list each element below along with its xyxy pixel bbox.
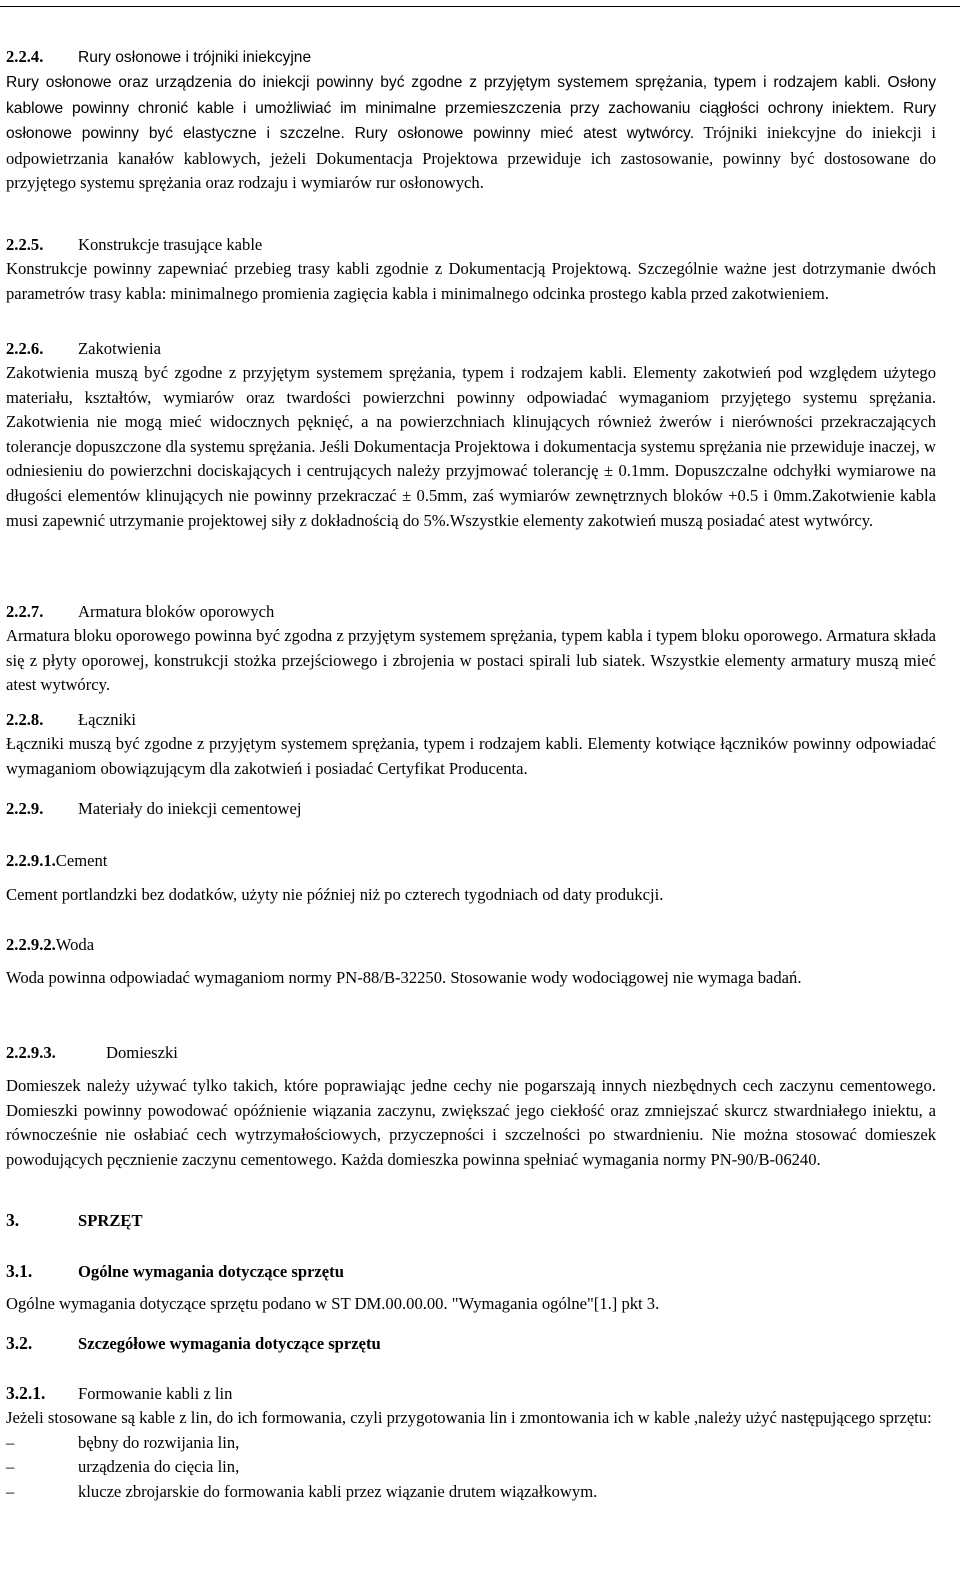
section-2-2-7 bbox=[6, 600, 936, 698]
section-body: Cement portlandzki bez dodatków, użyty nie później niż po czterech tygodniach od daty produkcji. bbox=[6, 885, 664, 904]
section-body: Łączniki muszą być zgodne z przyjętym systemem sprężania, typem i rodzajem kabli. Elementy kotwiące łączników powinny odpowiadać wymaganiom obowiązującym dla zakotwień i posiadać Certyfikat Producenta. bbox=[6, 734, 936, 778]
dash-bullet-icon: – bbox=[6, 1481, 15, 1501]
section-heading: 2.2.8. Łączniki bbox=[6, 710, 137, 729]
section-heading: 2.2.5. Konstrukcje trasujące kable bbox=[6, 235, 263, 254]
section-body: Armatura bloku oporowego powinna być zgodna z przyjętym systemem sprężania, typem kabla i typem bloku oporowego. Armatura składa się z płyty oporowej, konstrukcji stożka przejściowego i zbrojenia w postaci spirali lub siatek. Wszystkie elementy armatury muszą mieć atest wytwórcy. bbox=[6, 626, 936, 695]
section-body: Ogólne wymagania dotyczące sprzętu podano w ST DM.00.00.00. "Wymagania ogólne"[1.] pkt 3. bbox=[6, 1294, 660, 1313]
section-2-2-9-2 bbox=[6, 933, 936, 957]
section-heading: 2.2.9. Materiały do iniekcji cementowej bbox=[6, 799, 302, 818]
section-body: Rury osłonowe oraz urządzenia do iniekcji powinny być zgodne z przyjętym systemem sprężania, typem i rodzajem kabli. Osłony kablowe powinny chronić kable i umożliwiać im minimalne przemieszczenia przy zachowaniu ciągłości ochrony iniektem. Rury osłonowe powinny być elastyczne i szczelne. Rury osłonowe powinny mieć atest wytwórcy. Trójniki iniekcyjne do iniekcji i odpowietrzania kanałów kablowych, jeżeli Dokumentacja Projektowa przewiduje ich zastosowanie, powinny być dostosowane do przyjętego systemu sprężania oraz rodzaju i wymiarów rur osłonowych. bbox=[6, 74, 937, 193]
section-2-2-9-3-body bbox=[6, 1074, 936, 1172]
section-body: Zakotwienia muszą być zgodne z przyjętym systemem sprężania, typem i rodzajem kabli. Elementy zakotwień pod względem użytego materiału, kształtów, wymiarów oraz twardości powierzchni powinny odpowiadać wymaganiom przyjętego systemu sprężania. Zakotwienia nie mogą mieć widocznych pęknięć, a na powierzchniach klinujących również żwerów i nierówności przekraczających tolerancje dopuszczone dla systemu sprężania. Jeśli Dokumentacja Projektowa i dokumentacja systemu sprężania nie przewiduje inaczej, w odniesieniu do powierzchni dociskających i centrujących należy przyjmować tolerancję ± 0.1mm. Dopuszczalne odchyłki wymiarowe na długości elementów klinujących nie powinny przekraczać ± 0.5mm, zaś wymiarów zewnętrznych bloków +0.5 i 0mm.Zakotwienie kabla musi zapewnić utrzymanie projektowej siły z dokładnością do 5%.Wszystkie elementy zakotwień muszą posiadać atest wytwórcy. bbox=[6, 363, 936, 530]
section-3-2-1 bbox=[6, 1381, 936, 1504]
section-2-2-9-1 bbox=[6, 849, 936, 873]
section-heading: 3.1. Ogólne wymagania dotyczące sprzętu bbox=[6, 1261, 344, 1281]
section-body: Konstrukcje powinny zapewniać przebieg trasy kabli zgodnie z Dokumentacją Projektową. Szczególnie ważne jest dotrzymanie dwóch parametrów trasy kabla: minimalnego promienia zagięcia kabla i minimalnego odcinka prostego kabla przed zakotwieniem. bbox=[6, 259, 936, 303]
section-heading: 2.2.6. Zakotwienia bbox=[6, 339, 161, 358]
section-heading: 2.2.9.2.Woda bbox=[6, 935, 95, 954]
section-3-2 bbox=[6, 1331, 936, 1356]
section-body: Woda powinna odpowiadać wymaganiom normy PN-88/B-32250. Stosowanie wody wodociągowej nie wymaga badań. bbox=[6, 968, 802, 987]
section-3 bbox=[6, 1208, 936, 1233]
section-heading: 2.2.4. Rury osłonowe i trójniki iniekcyjne bbox=[6, 47, 312, 66]
list-item: – klucze zbrojarskie do formowania kabli przez wiązanie drutem wiązałkowym. bbox=[6, 1480, 936, 1505]
section-heading: 3. SPRZĘT bbox=[6, 1210, 143, 1230]
section-3-1 bbox=[6, 1259, 936, 1284]
section-2-2-9-3 bbox=[6, 1041, 936, 1065]
section-2-2-9 bbox=[6, 797, 936, 821]
section-3-1-body bbox=[6, 1292, 936, 1317]
section-2-2-6 bbox=[6, 337, 936, 533]
section-2-2-9-2-body bbox=[6, 966, 936, 991]
top-rule bbox=[0, 6, 960, 7]
section-heading: 2.2.9.1.Cement bbox=[6, 851, 108, 870]
dash-bullet-icon: – bbox=[6, 1457, 15, 1477]
section-2-2-8 bbox=[6, 708, 936, 781]
section-heading: 3.2. Szczegółowe wymagania dotyczące sprzętu bbox=[6, 1333, 381, 1353]
section-body: Jeżeli stosowane są kable z lin, do ich formowania, czyli przygotowania lin i zmontowania ich w kable ,należy użyć następującego sprzętu: bbox=[6, 1408, 932, 1427]
dash-bullet-icon: – bbox=[6, 1432, 15, 1452]
section-heading: 2.2.7. Armatura bloków oporowych bbox=[6, 602, 275, 621]
list-item: – urządzenia do cięcia lin, bbox=[6, 1455, 936, 1480]
section-heading: 2.2.9.3. Domieszki bbox=[6, 1043, 178, 1062]
section-2-2-5 bbox=[6, 233, 936, 306]
section-2-2-9-1-body bbox=[6, 883, 936, 908]
equipment-list bbox=[6, 1431, 936, 1505]
section-body: Domieszek należy używać tylko takich, które poprawiając jedne cechy nie pogarszają innych niezbędnych cech zaczynu cementowego. Domieszki powinny powodować opóźnienie wiązania zaczynu, zwiększać jego ciekłość oraz zmniejszać skurcz stwardniałego iniektu, a równocześnie nie osłabiać cech wytrzymałościowych, przyczepności i szczelności po stwardnieniu. Nie można stosować domieszek powodujących pęcznienie zaczynu cementowego. Każda domieszka powinna spełniać wymagania normy PN-90/B-06240. bbox=[6, 1076, 936, 1169]
section-heading: 3.2.1. Formowanie kabli z lin bbox=[6, 1383, 233, 1403]
section-2-2-4 bbox=[6, 45, 936, 196]
list-item: – bębny do rozwijania lin, bbox=[6, 1431, 936, 1456]
